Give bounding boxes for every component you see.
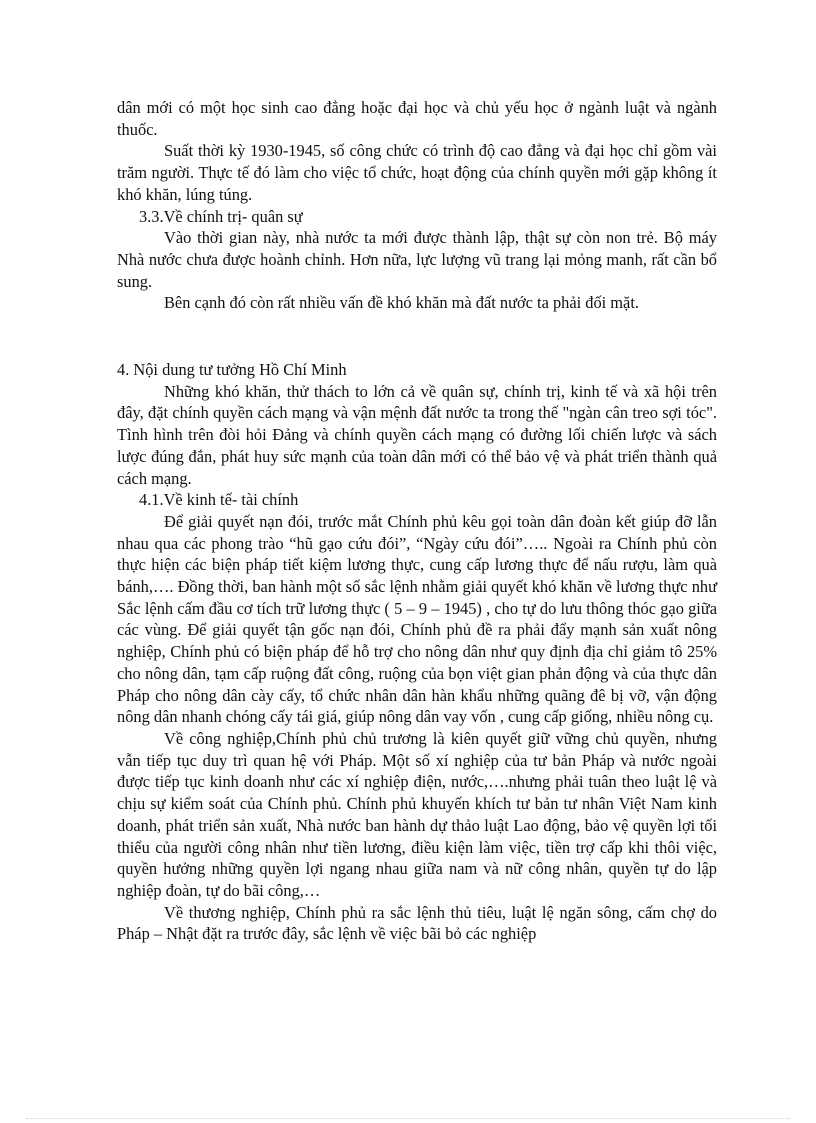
paragraph-industry: Về công nghiệp,Chính phủ chủ trương là kiên quyết giữ vững chủ quyền, nhưng vẫn tiếp tục duy trì quan hệ với Pháp. Một số xí nghiệp của tư bản Pháp và nước ngoài được tiếp tục kinh doanh như các xí nghiệp điện, nước,….nhưng phải tuân theo luật lệ và chịu sự kiểm soát của Chính phủ. Chính phủ khuyến khích tư bản tư nhân Việt Nam kinh doanh, phát triển sản xuất, Nhà nước ban hành dự thảo luật Lao động, bảo vệ quyền lợi tối thiểu của người công nhân như tiền lương, điều kiện làm việc, tiền trợ cấp khi thôi việc, quyền hưởng những quyền lợi ngang nhau giữa nam và nữ công nhân, quyền tự do lập nghiệp đoàn, tự do bãi công,… bbox=[117, 728, 717, 900]
paragraph-commerce: Về thương nghiệp, Chính phủ ra sắc lệnh thủ tiêu, luật lệ ngăn sông, cấm chợ do Pháp – Nhật đặt ra trước đây, sắc lệnh về việc bãi bỏ các nghiệp bbox=[117, 902, 717, 944]
document-body bbox=[117, 97, 717, 945]
paragraph-continuation: dân mới có một học sinh cao đẳng hoặc đại học và chủ yếu học ở ngành luật và ngành thuốc. bbox=[117, 98, 717, 139]
page-bottom-divider bbox=[26, 1118, 790, 1119]
section-heading-3-3: 3.3.Về chính trị- quân sự bbox=[139, 206, 303, 226]
paragraph-challenges: Những khó khăn, thử thách to lớn cả về quân sự, chính trị, kinh tế và xã hội trên đây, đặt chính quyền cách mạng và vận mệnh đất nước ta trong thế "ngàn cân treo sợi tóc". Tình hình trên đòi hỏi Đảng và chính quyền cách mạng có đường lối chiến lược và sách lược đúng đắn, phát huy sức mạnh của toàn dân mới có thể bảo vệ và phát triển thành quả cách mạng. bbox=[117, 381, 717, 488]
paragraph-civil-servants: Suất thời kỳ 1930-1945, số công chức có trình độ cao đẳng và đại học chỉ gồm vài trăm người. Thực tế đó làm cho việc tổ chức, hoạt động của chính quyền mới gặp không ít khó khăn, lúng túng. bbox=[117, 141, 717, 204]
section-heading-4: 4. Nội dung tư tưởng Hồ Chí Minh bbox=[117, 360, 347, 380]
paragraph-difficulties: Bên cạnh đó còn rất nhiều vấn đề khó khăn mà đất nước ta phải đối mặt. bbox=[164, 293, 639, 313]
paragraph-politics: Vào thời gian này, nhà nước ta mới được thành lập, thật sự còn non trẻ. Bộ máy Nhà nước chưa được hoành chỉnh. Hơn nữa, lực lượng vũ trang lại mỏng manh, rất cần bổ sung. bbox=[117, 228, 717, 291]
section-heading-4-1: 4.1.Về kinh tế- tài chính bbox=[139, 490, 299, 510]
paragraph-famine: Để giải quyết nạn đói, trước mắt Chính phủ kêu gọi toàn dân đoàn kết giúp đỡ lẫn nhau qua các phong trào “hũ gạo cứu đói”, “Ngày cứu đói”….. Ngoài ra Chính phủ còn thực hiện các biện pháp tiết kiệm lương thực, cung cấp lương thực để nấu rượu, làm quà bánh,…. Đồng thời, ban hành một số sắc lệnh nhằm giải quyết khó khăn về lương thực như Sắc lệnh cấm đầu cơ tích trữ lương thực ( 5 – 9 – 1945) , cho tự do lưu thông thóc gạo giữa các vùng. Để giải quyết tận gốc nạn đói, Chính phủ đề ra phải đẩy mạnh sản xuất nông nghiệp, Chính phủ có biện pháp để hỗ trợ cho nông dân như quy định địa chỉ giảm tô 25% cho nông dân, tạm cấp ruộng đất công, ruộng của bọn việt gian phản động và của thực dân Pháp cho nông dân cày cấy, tổ chức nhân dân hàn khẩu những quãng đê bị vỡ, vận động nông dân nhanh chóng cấy tái giá, giúp nông dân vay vốn , cung cấp giống, nhiều nông cụ. bbox=[117, 511, 717, 727]
